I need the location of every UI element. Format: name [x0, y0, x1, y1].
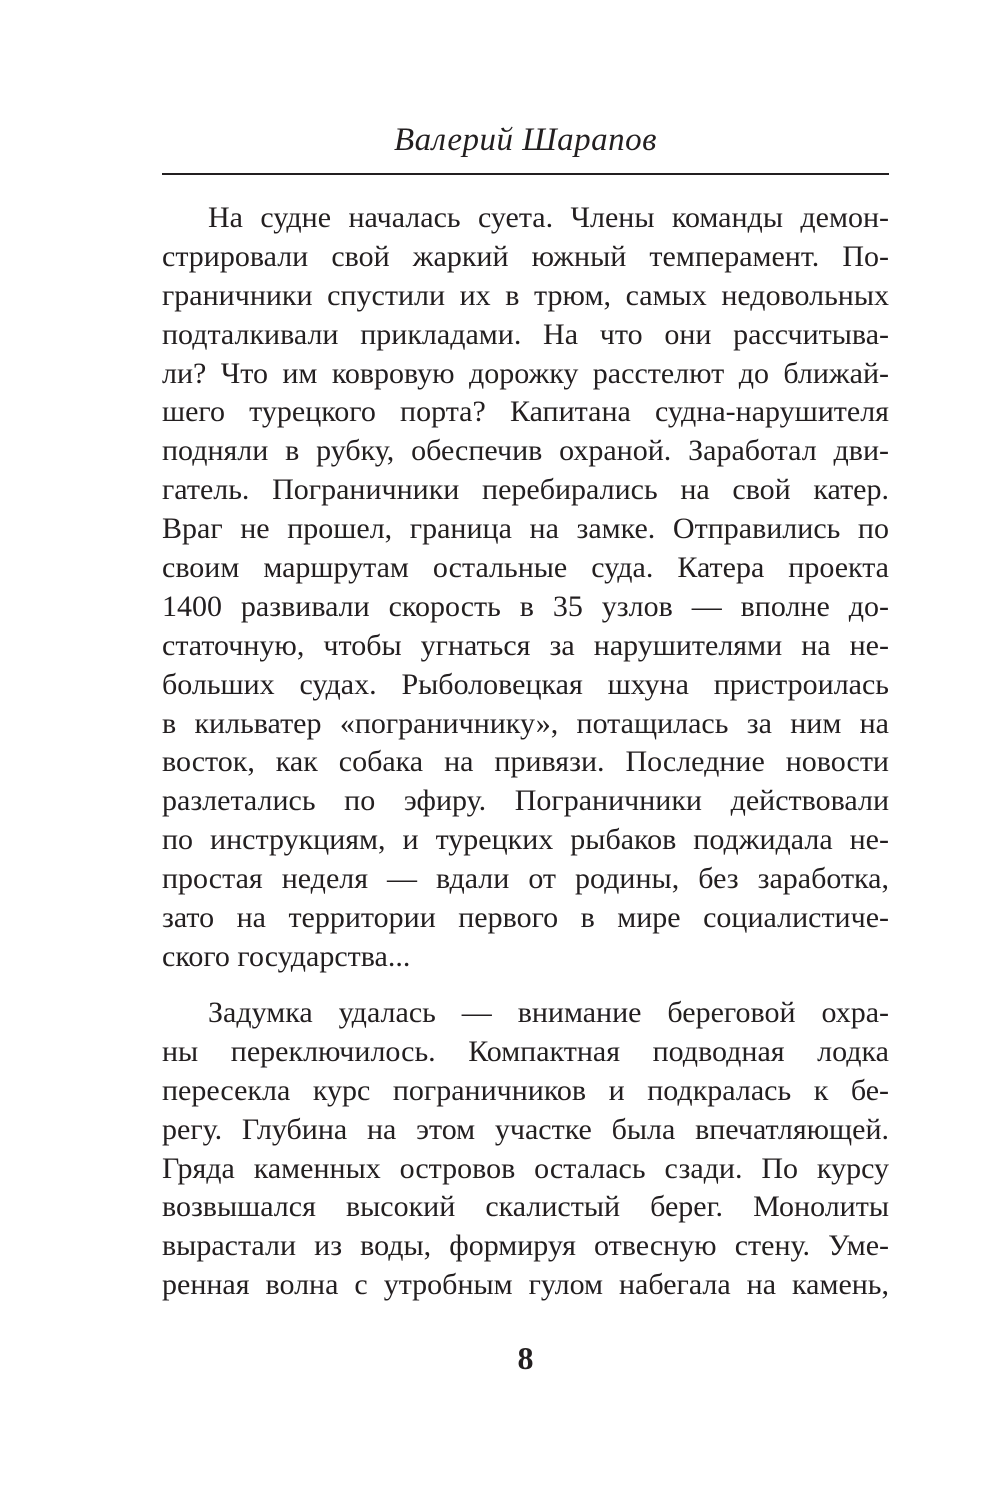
text-line: пересекла курс пограничников и подкралась к бе-: [162, 1073, 889, 1107]
text-line: возвышался высокий скалистый берег. Монолиты: [162, 1190, 889, 1224]
text-line: вырастали из воды, формируя отвесную стену. Уме-: [162, 1229, 889, 1263]
header-rule: [162, 173, 889, 175]
text-line: ренная волна с утробным гулом набегала на камень,: [162, 1268, 889, 1302]
text-line: граничники спустили их в трюм, самых недовольных: [162, 278, 889, 312]
text-line: зато на территории первого в мире социалистиче-: [162, 901, 889, 935]
running-head: Валерий Шарапов: [393, 122, 657, 158]
paragraph-1: [162, 199, 889, 977]
text-line: шего турецкого порта? Капитана судна-нарушителя: [162, 395, 889, 429]
text-line: Враг не прошел, граница на замке. Отправились по: [162, 512, 889, 546]
text-line: в кильватер «пограничнику», потащилась за ним на: [162, 706, 889, 740]
text-line: восток, как собака на привязи. Последние новости: [162, 745, 889, 779]
text-line: по инструкциям, и турецких рыбаков поджидала не-: [162, 823, 889, 857]
text-line: На судне началась суета. Члены команды демон-: [208, 201, 889, 234]
text-line: подталкивали прикладами. На что они рассчитыва-: [162, 317, 889, 351]
text-line: 1400 развивали скорость в 35 узлов — вполне до-: [162, 589, 889, 623]
text-line: ского государства...: [162, 939, 411, 973]
text-line: разлетались по эфиру. Пограничники действовали: [162, 784, 889, 818]
text-line: стрировали свой жаркий южный темперамент. По-: [162, 239, 889, 273]
text-line: ли? Что им ковровую дорожку расстелют до ближай-: [162, 356, 889, 390]
text-line: ны переключилось. Компактная подводная лодка: [162, 1034, 889, 1068]
text-line: статочную, чтобы угнаться за нарушителями на не-: [162, 628, 889, 662]
text-line: Задумка удалась — внимание береговой охра-: [208, 996, 889, 1029]
paragraph-2: [162, 994, 889, 1305]
text-line: гатель. Пограничники перебирались на свой катер.: [162, 473, 889, 507]
text-line: подняли в рубку, обеспечив охраной. Заработал дви-: [162, 434, 889, 468]
text-line: больших судах. Рыболовецкая шхуна пристроилась: [162, 667, 889, 701]
page-number: 8: [517, 1340, 534, 1376]
text-line: регу. Глубина на этом участке была впечатляющей.: [162, 1112, 889, 1146]
text-line: своим маршрутам остальные суда. Катера проекта: [162, 551, 889, 585]
text-line: Гряда каменных островов осталась сзади. По курсу: [162, 1151, 889, 1185]
text-line: простая неделя — вдали от родины, без заработка,: [162, 862, 889, 896]
